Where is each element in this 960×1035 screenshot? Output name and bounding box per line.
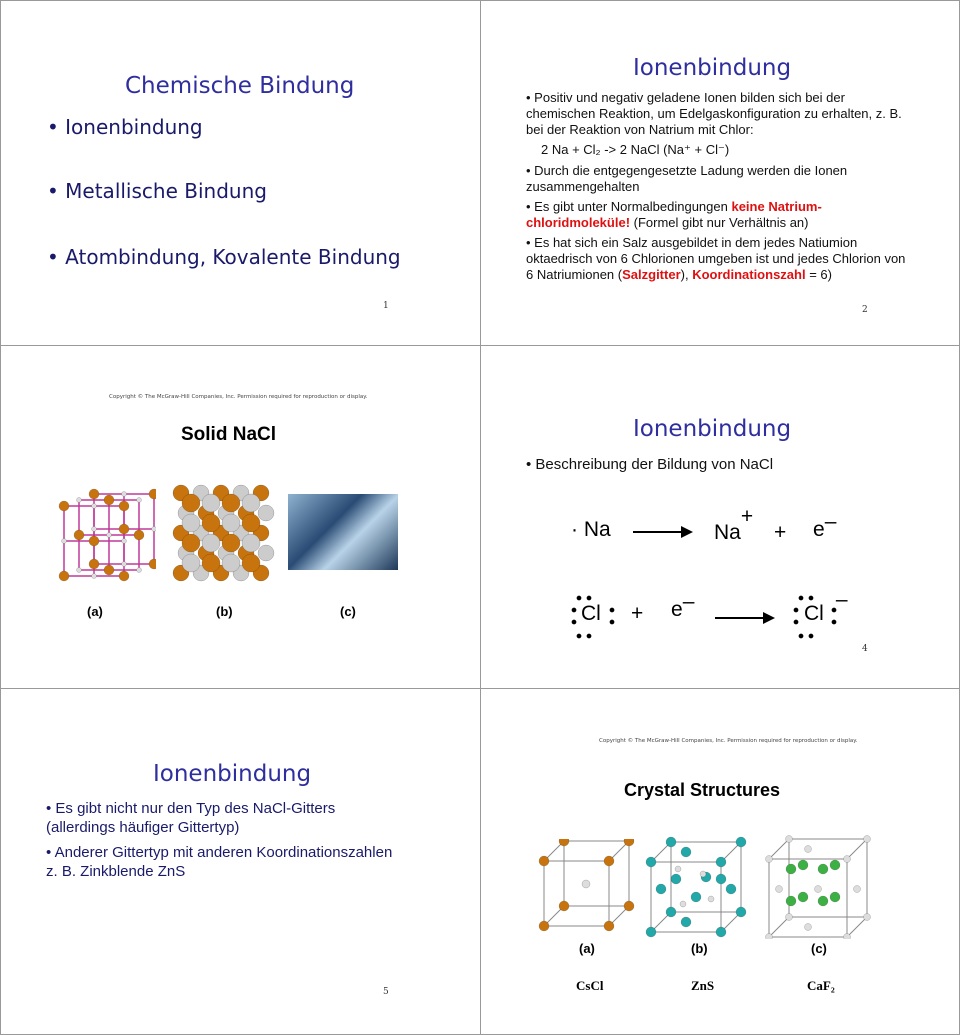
slide-5 <box>0 688 481 1035</box>
ca-ion <box>864 914 871 921</box>
s-ion <box>700 871 706 877</box>
bullet-atombindung: • Atombindung, Kovalente Bindung <box>47 245 401 269</box>
cs-ion <box>559 901 569 911</box>
zn-ion <box>646 927 656 937</box>
page-number: 2 <box>862 305 868 315</box>
ca-ion <box>776 886 783 893</box>
sphere-ion <box>222 554 240 572</box>
bond-line <box>847 917 867 937</box>
sphere-ion <box>182 534 200 552</box>
cl-atom: Cl <box>581 602 601 625</box>
formula-zns: ZnS <box>691 978 715 993</box>
bullet-1: • Es gibt nicht nur den Typ des NaCl-Gitters (allerdings häufiger Gittertyp) <box>46 800 336 836</box>
lattice-ion <box>149 559 156 569</box>
page-number: 5 <box>383 987 389 997</box>
ca-ion <box>815 886 822 893</box>
sphere-ion <box>242 514 260 532</box>
plus-sign: + <box>774 521 787 544</box>
electron-dot <box>572 620 577 625</box>
bullet-1: • Positiv und negativ geladene Ionen bilden sich bei der chemischen Reaktion, um Edelgaskonfiguration zu erhalten, z. B. bei der Reaktion von Natrium mit Chlor: <box>526 90 902 137</box>
cs-ion <box>539 921 549 931</box>
lattice-ion <box>92 574 97 579</box>
lattice-ion <box>89 536 99 546</box>
slide-title: Solid NaCl <box>181 424 277 445</box>
bullet-metallische: • Metallische Bindung <box>47 179 267 203</box>
electron-dot <box>610 620 615 625</box>
plus-sign-2: + <box>631 602 644 625</box>
bond-line <box>769 917 789 937</box>
ca-ion <box>766 934 773 940</box>
electron-dot <box>809 634 814 639</box>
slide-title: Crystal Structures <box>624 780 781 800</box>
sphere-ion <box>258 545 274 561</box>
f-ion <box>786 864 796 874</box>
sphere-ion <box>182 554 200 572</box>
lattice-ion <box>122 492 127 497</box>
sphere-ion <box>242 494 260 512</box>
s-ion <box>708 896 714 902</box>
sphere-ion <box>222 494 240 512</box>
electron-dot <box>577 634 582 639</box>
electron-dot <box>577 596 582 601</box>
salt-crystal-photo <box>288 494 398 570</box>
zn-ion <box>681 847 691 857</box>
electron-dot <box>610 608 615 613</box>
electron-2: e– <box>671 590 695 621</box>
electron-dot <box>794 620 799 625</box>
zn-ion <box>736 907 746 917</box>
cs-ion <box>604 856 614 866</box>
electron-dot <box>572 608 577 613</box>
sphere-ion <box>258 505 274 521</box>
lattice-ion <box>119 501 129 511</box>
ca-ion <box>766 856 773 863</box>
page-number: 4 <box>862 644 868 654</box>
sphere-ion <box>202 494 220 512</box>
slide-title: Ionenbindung <box>153 761 312 787</box>
electron-dot <box>794 608 799 613</box>
zn-ion <box>716 927 726 937</box>
bond-line <box>769 839 789 859</box>
formula-cscl: CsCl <box>576 978 604 993</box>
lattice-ion <box>62 539 67 544</box>
na-atom: · Na <box>571 518 611 541</box>
zn-ion <box>716 857 726 867</box>
slide-title: Ionenbindung <box>633 55 792 81</box>
zn-ion <box>716 874 726 884</box>
ca-ion <box>805 924 812 931</box>
slide-title: Chemische Bindung <box>125 73 355 99</box>
f-ion <box>798 892 808 902</box>
f-ion <box>786 896 796 906</box>
zn-ion <box>666 837 676 847</box>
equation: 2 Na + Cl₂ -> 2 NaCl (Na⁺ + Cl⁻) <box>541 142 730 157</box>
electron-dot <box>809 596 814 601</box>
label-b: (b) <box>691 941 708 956</box>
ca-ion <box>786 836 793 843</box>
slide-2 <box>480 0 960 346</box>
zn-ion <box>726 884 736 894</box>
lattice-ion <box>119 524 129 534</box>
lattice-ion <box>92 527 97 532</box>
lattice-ion <box>149 489 156 499</box>
sphere-ion <box>202 534 220 552</box>
lattice-ion <box>59 501 69 511</box>
electron-dot <box>799 596 804 601</box>
slide-4 <box>480 345 960 689</box>
f-ion <box>818 896 828 906</box>
bullet-3: • Es gibt unter Normalbedingungen keine Natrium-chloridmoleküle! (Formel gibt nur Verhältnis an) <box>526 199 822 230</box>
zn-ion <box>681 917 691 927</box>
sphere-ion <box>222 534 240 552</box>
lattice-ion <box>152 527 157 532</box>
s-ion <box>680 901 686 907</box>
bullet-1: • Beschreibung der Bildung von NaCl <box>526 456 774 473</box>
zn-ion <box>646 857 656 867</box>
lattice-ion <box>89 559 99 569</box>
bullet-ionenbindung: • Ionenbindung <box>47 115 203 139</box>
lattice-ion <box>134 530 144 540</box>
electron: e– <box>813 510 837 541</box>
zn-ion <box>671 874 681 884</box>
lattice-ion <box>59 571 69 581</box>
lattice-ion <box>122 562 127 567</box>
ca-ion <box>864 836 871 843</box>
copyright-notice: Copyright © The McGraw-Hill Companies, Inc. Permission required for reproduction or display. <box>599 738 858 744</box>
label-a: (a) <box>579 941 595 956</box>
electron-dots <box>481 346 960 690</box>
f-ion <box>798 860 808 870</box>
lattice-ion <box>107 533 112 538</box>
sphere-ion <box>182 514 200 532</box>
sphere-ion <box>222 514 240 532</box>
nacl-lattice-image <box>56 486 156 586</box>
slide-title: Ionenbindung <box>633 416 792 442</box>
cs-ion <box>539 856 549 866</box>
cl-ion <box>582 880 590 888</box>
ca-ion <box>786 914 793 921</box>
lattice-ion <box>92 504 97 509</box>
s-ion <box>675 866 681 872</box>
slide-6 <box>480 688 960 1035</box>
label-b: (b) <box>216 604 233 619</box>
zn-ion <box>691 892 701 902</box>
lattice-ion <box>77 568 82 573</box>
ca-ion <box>805 846 812 853</box>
bullet-2: • Durch die entgegengesetzte Ladung werden die Ionen zusammengehalten <box>526 163 848 194</box>
caf2-structure <box>761 829 876 939</box>
zn-ion <box>656 884 666 894</box>
lattice-ion <box>122 539 127 544</box>
cscl-structure <box>536 839 636 939</box>
cs-ion <box>604 921 614 931</box>
sphere-ion <box>182 494 200 512</box>
lattice-ion <box>104 495 114 505</box>
f-ion <box>818 864 828 874</box>
formula-caf2: CaF₂ <box>807 978 835 993</box>
lattice-ion <box>137 498 142 503</box>
electron-dot <box>587 634 592 639</box>
electron-dot <box>799 634 804 639</box>
label-a: (a) <box>87 604 103 619</box>
ca-ion <box>854 886 861 893</box>
lattice-ion <box>137 568 142 573</box>
ca-ion <box>844 856 851 863</box>
f-ion <box>830 860 840 870</box>
copyright-notice: Copyright © The McGraw-Hill Companies, Inc. Permission required for reproduction or display. <box>109 394 368 400</box>
electron-dot <box>832 608 837 613</box>
sphere-ion <box>242 554 260 572</box>
zn-ion <box>666 907 676 917</box>
f-ion <box>830 892 840 902</box>
bond-line <box>847 839 867 859</box>
lattice-ion <box>74 530 84 540</box>
sphere-ion <box>202 554 220 572</box>
na-ion: Na+ <box>714 505 754 544</box>
bullet-4: • Es hat sich ein Salz ausgebildet in dem jedes Natiumion oktaedrisch von 6 Chlorionen umgeben ist und jedes Chlorion von 6 Natriumionen (Salzgitter), Koordinationszahl = 6) <box>526 235 906 282</box>
nacl-spacefill-image <box>166 478 281 593</box>
zn-ion <box>736 837 746 847</box>
lattice-ion <box>119 571 129 581</box>
lattice-ion <box>104 565 114 575</box>
zns-structure <box>643 834 748 939</box>
label-c: (c) <box>340 604 356 619</box>
slide-1 <box>0 0 481 346</box>
sphere-ion <box>202 514 220 532</box>
label-c: (c) <box>811 941 827 956</box>
electron-dot <box>832 620 837 625</box>
lattice-ion <box>89 489 99 499</box>
electron-dot <box>587 596 592 601</box>
sphere-ion <box>242 534 260 552</box>
cl-ion: Cl– <box>804 588 848 625</box>
bullet-2: • Anderer Gittertyp mit anderen Koordinationszahlen z. B. Zinkblende ZnS <box>46 844 393 880</box>
page-number: 1 <box>383 301 389 311</box>
slide-3 <box>0 345 481 689</box>
cs-ion <box>624 901 634 911</box>
ca-ion <box>844 934 851 940</box>
lattice-ion <box>77 498 82 503</box>
